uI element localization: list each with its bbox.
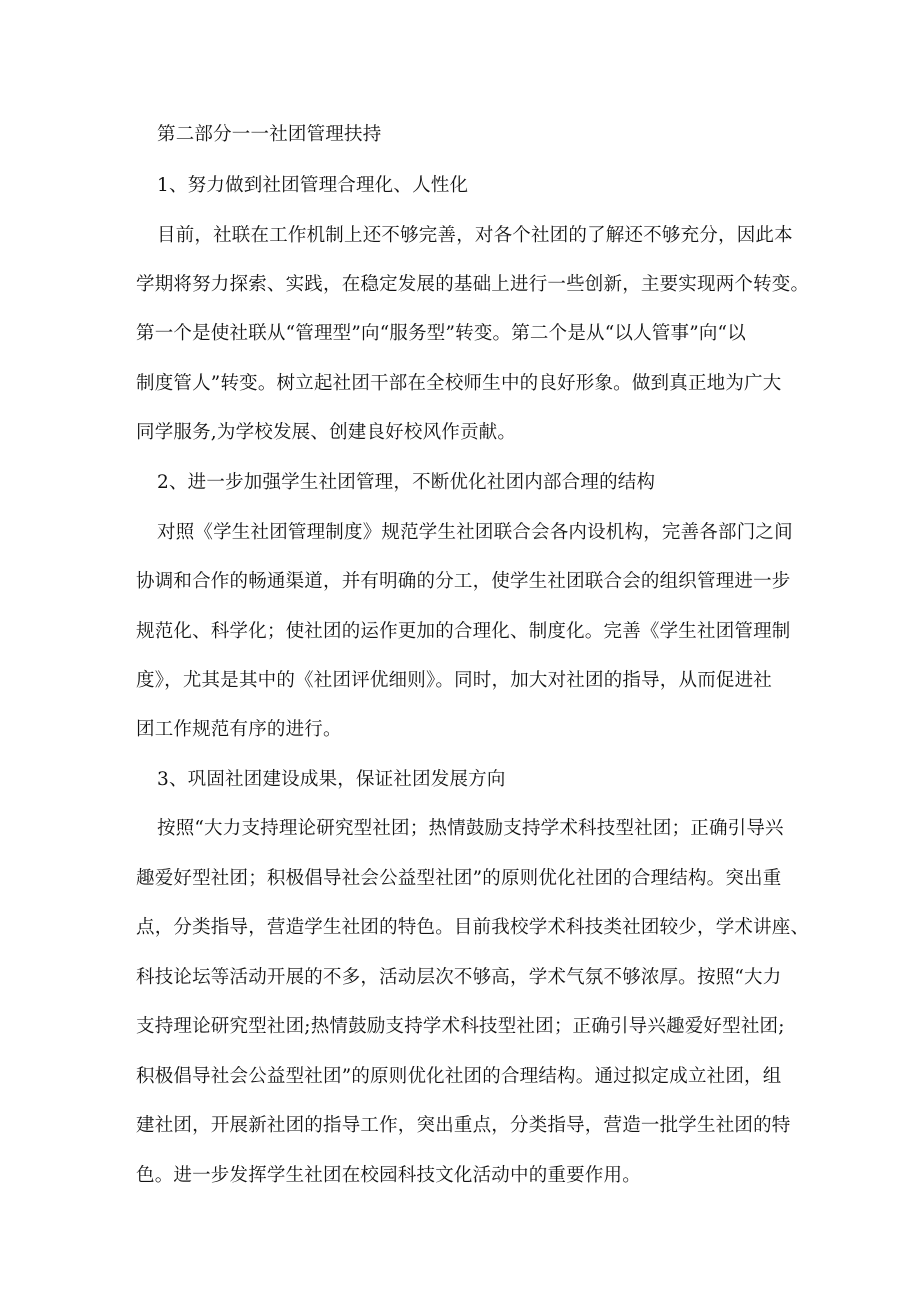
paragraph-line: 规范化、科学化；使社团的运作更加的合理化、制度化。完善《学生社团管理制 xyxy=(136,621,791,642)
paragraph-line: 趣爱好型社团；积极倡导社会公益型社团”的原则优化社团的合理结构。突出重 xyxy=(136,868,782,889)
paragraph-line: 团工作规范有序的进行。 xyxy=(136,719,342,740)
paragraph-line: 度》，尤其是其中的《社团评优细则》。同时，加大对社团的指导，从而促进社 xyxy=(136,670,773,691)
paragraph-line: 积极倡导社会公益型社团”的原则优化社团的合理结构。通过拟定成立社团，组 xyxy=(136,1066,782,1087)
paragraph-line: 同学服务,为学校发展、创建良好校风作贡献。 xyxy=(136,422,517,443)
paragraph-line: 科技论坛等活动开展的不多，活动层次不够高，学术气氛不够浓厚。按照“大力 xyxy=(136,967,782,988)
part-title: 第二部分一一社团管理扶持 xyxy=(157,124,382,145)
paragraph-line: 点，分类指导，营造学生社团的特色。目前我校学术科技类社团较少，学术讲座、 xyxy=(136,917,810,938)
section-heading-2: 2、进一步加强学生社团管理，不断优化社团内部合理的结构 xyxy=(157,472,656,493)
paragraph-line: 支持理论研究型社团;热情鼓励支持学术科技型社团；正确引导兴趣爱好型社团; xyxy=(136,1016,785,1037)
paragraph-line: 建社团，开展新社团的指导工作，突出重点，分类指导，营造一批学生社团的特 xyxy=(136,1115,791,1136)
paragraph-line: 按照“大力支持理论研究型社团；热情鼓励支持学术科技型社团；正确引导兴 xyxy=(157,818,784,839)
paragraph-line: 制度管人”转变。树立起社团干部在全校师生中的良好形象。做到真正地为广大 xyxy=(136,373,782,394)
paragraph-line: 目前，社联在工作机制上还不够完善，对各个社团的了解还不够充分，因此本 xyxy=(157,225,793,246)
paragraph-line: 对照《学生社团管理制度》规范学生社团联合会各内设机构，完善各部门之间 xyxy=(157,522,793,543)
paragraph-line: 色。进一步发挥学生社团在校园科技文化活动中的重要作用。 xyxy=(136,1165,641,1186)
section-heading-3: 3、巩固社团建设成果，保证社团发展方向 xyxy=(157,769,506,790)
paragraph-line: 第一个是使社联从“管理型”向“服务型”转变。第二个是从“以人管事”向“以 xyxy=(136,323,746,344)
section-heading-1: 1、努力做到社团管理合理化、人性化 xyxy=(157,175,469,196)
paragraph-line: 协调和合作的畅通渠道，并有明确的分工，使学生社团联合会的组织管理进一步 xyxy=(136,571,791,592)
paragraph-line: 学期将努力探索、实践，在稳定发展的基础上进行一些创新，主要实现两个转变。 xyxy=(136,274,810,295)
